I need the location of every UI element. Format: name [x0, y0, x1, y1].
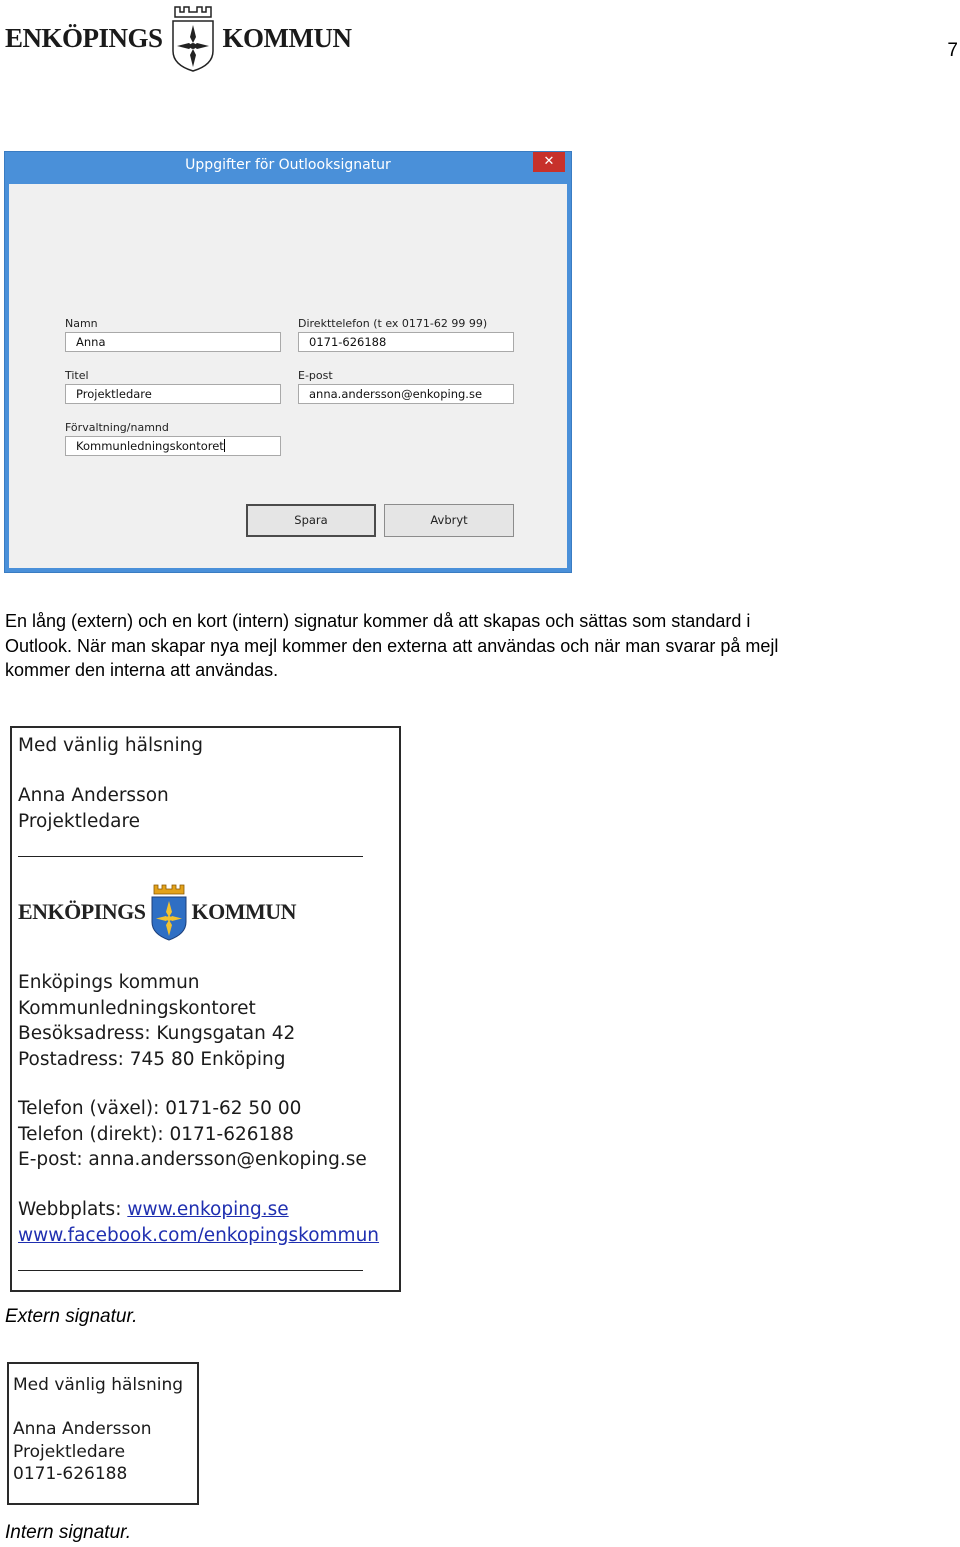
title-label: Titel: [65, 369, 89, 382]
sig-org: Enköpings kommun: [18, 972, 200, 993]
logo-text-right: KOMMUN: [222, 22, 352, 53]
name-input[interactable]: Anna: [65, 332, 281, 352]
save-button[interactable]: Spara: [246, 504, 376, 537]
sig-logo-text-right: KOMMUN: [191, 899, 297, 924]
int-title: Projektledare: [13, 1441, 126, 1462]
sig-facebook-link[interactable]: www.facebook.com/enkopingskommun: [18, 1224, 380, 1246]
sig-name: Anna Andersson: [18, 785, 169, 806]
email-input[interactable]: anna.andersson@enkoping.se: [298, 384, 514, 404]
paragraph-line-3: kommer den interna att användas.: [5, 660, 279, 680]
name-label: Namn: [65, 317, 98, 330]
signature-dialog: [4, 151, 572, 573]
external-signature: [10, 726, 401, 1292]
external-caption: Extern signatur.: [5, 1306, 138, 1327]
coat-of-arms-icon: [169, 3, 217, 73]
divider: [18, 1270, 363, 1271]
dept-input-value: Kommunledningskontoret: [76, 439, 224, 453]
text-caret: [224, 439, 225, 452]
internal-signature: [7, 1362, 199, 1505]
divider: [18, 856, 363, 857]
email-label: E-post: [298, 369, 333, 382]
paragraph-line-2: Outlook. När man skapar nya mejl kommer den externa att användas och när man svarar på mejl: [5, 635, 779, 656]
sig-greeting: Med vänlig hälsning: [18, 735, 204, 756]
sig-phone-direct: Telefon (direkt): 0171-626188: [18, 1123, 294, 1145]
sig-email: E-post: anna.andersson@enkoping.se: [18, 1149, 367, 1170]
int-name: Anna Andersson: [13, 1419, 152, 1439]
sig-postal-address: Postadress: 745 80 Enköping: [18, 1048, 286, 1070]
logo-text-left: ENKÖPINGS: [5, 22, 163, 53]
close-icon[interactable]: ✕: [533, 152, 565, 172]
cancel-button[interactable]: Avbryt: [384, 504, 514, 537]
title-input[interactable]: Projektledare: [65, 384, 281, 404]
sig-logo-text-left: ENKÖPINGS: [18, 899, 146, 924]
dept-label: Förvaltning/namnd: [65, 421, 169, 434]
internal-caption: Intern signatur.: [5, 1522, 132, 1543]
sig-logo: [18, 880, 296, 944]
sig-web-label: Webbplats:: [18, 1199, 128, 1220]
coat-of-arms-icon: [149, 882, 189, 942]
enkoping-logo: [5, 2, 352, 74]
phone-input[interactable]: 0171-626188: [298, 332, 514, 352]
sig-phone-switch: Telefon (växel): 0171-62 50 00: [18, 1098, 302, 1119]
dept-input[interactable]: [65, 436, 281, 456]
sig-web-link[interactable]: www.enkoping.se: [127, 1199, 289, 1220]
sig-title: Projektledare: [18, 810, 141, 832]
int-phone: 0171-626188: [13, 1464, 128, 1484]
dialog-body: [9, 184, 567, 568]
page-number: 7: [947, 40, 958, 61]
paragraph-line-1: En lång (extern) och en kort (intern) signatur kommer då att skapas och sättas som standard i: [5, 611, 751, 631]
phone-label: Direkttelefon (t ex 0171-62 99 99): [298, 317, 488, 330]
sig-visit-address: Besöksadress: Kungsgatan 42: [18, 1023, 296, 1044]
int-greeting: Med vänlig hälsning: [13, 1375, 184, 1395]
description-paragraph: [5, 609, 955, 683]
sig-dept: Kommunledningskontoret: [18, 997, 256, 1019]
dialog-title: Uppgifter för Outlooksignatur: [185, 157, 391, 173]
